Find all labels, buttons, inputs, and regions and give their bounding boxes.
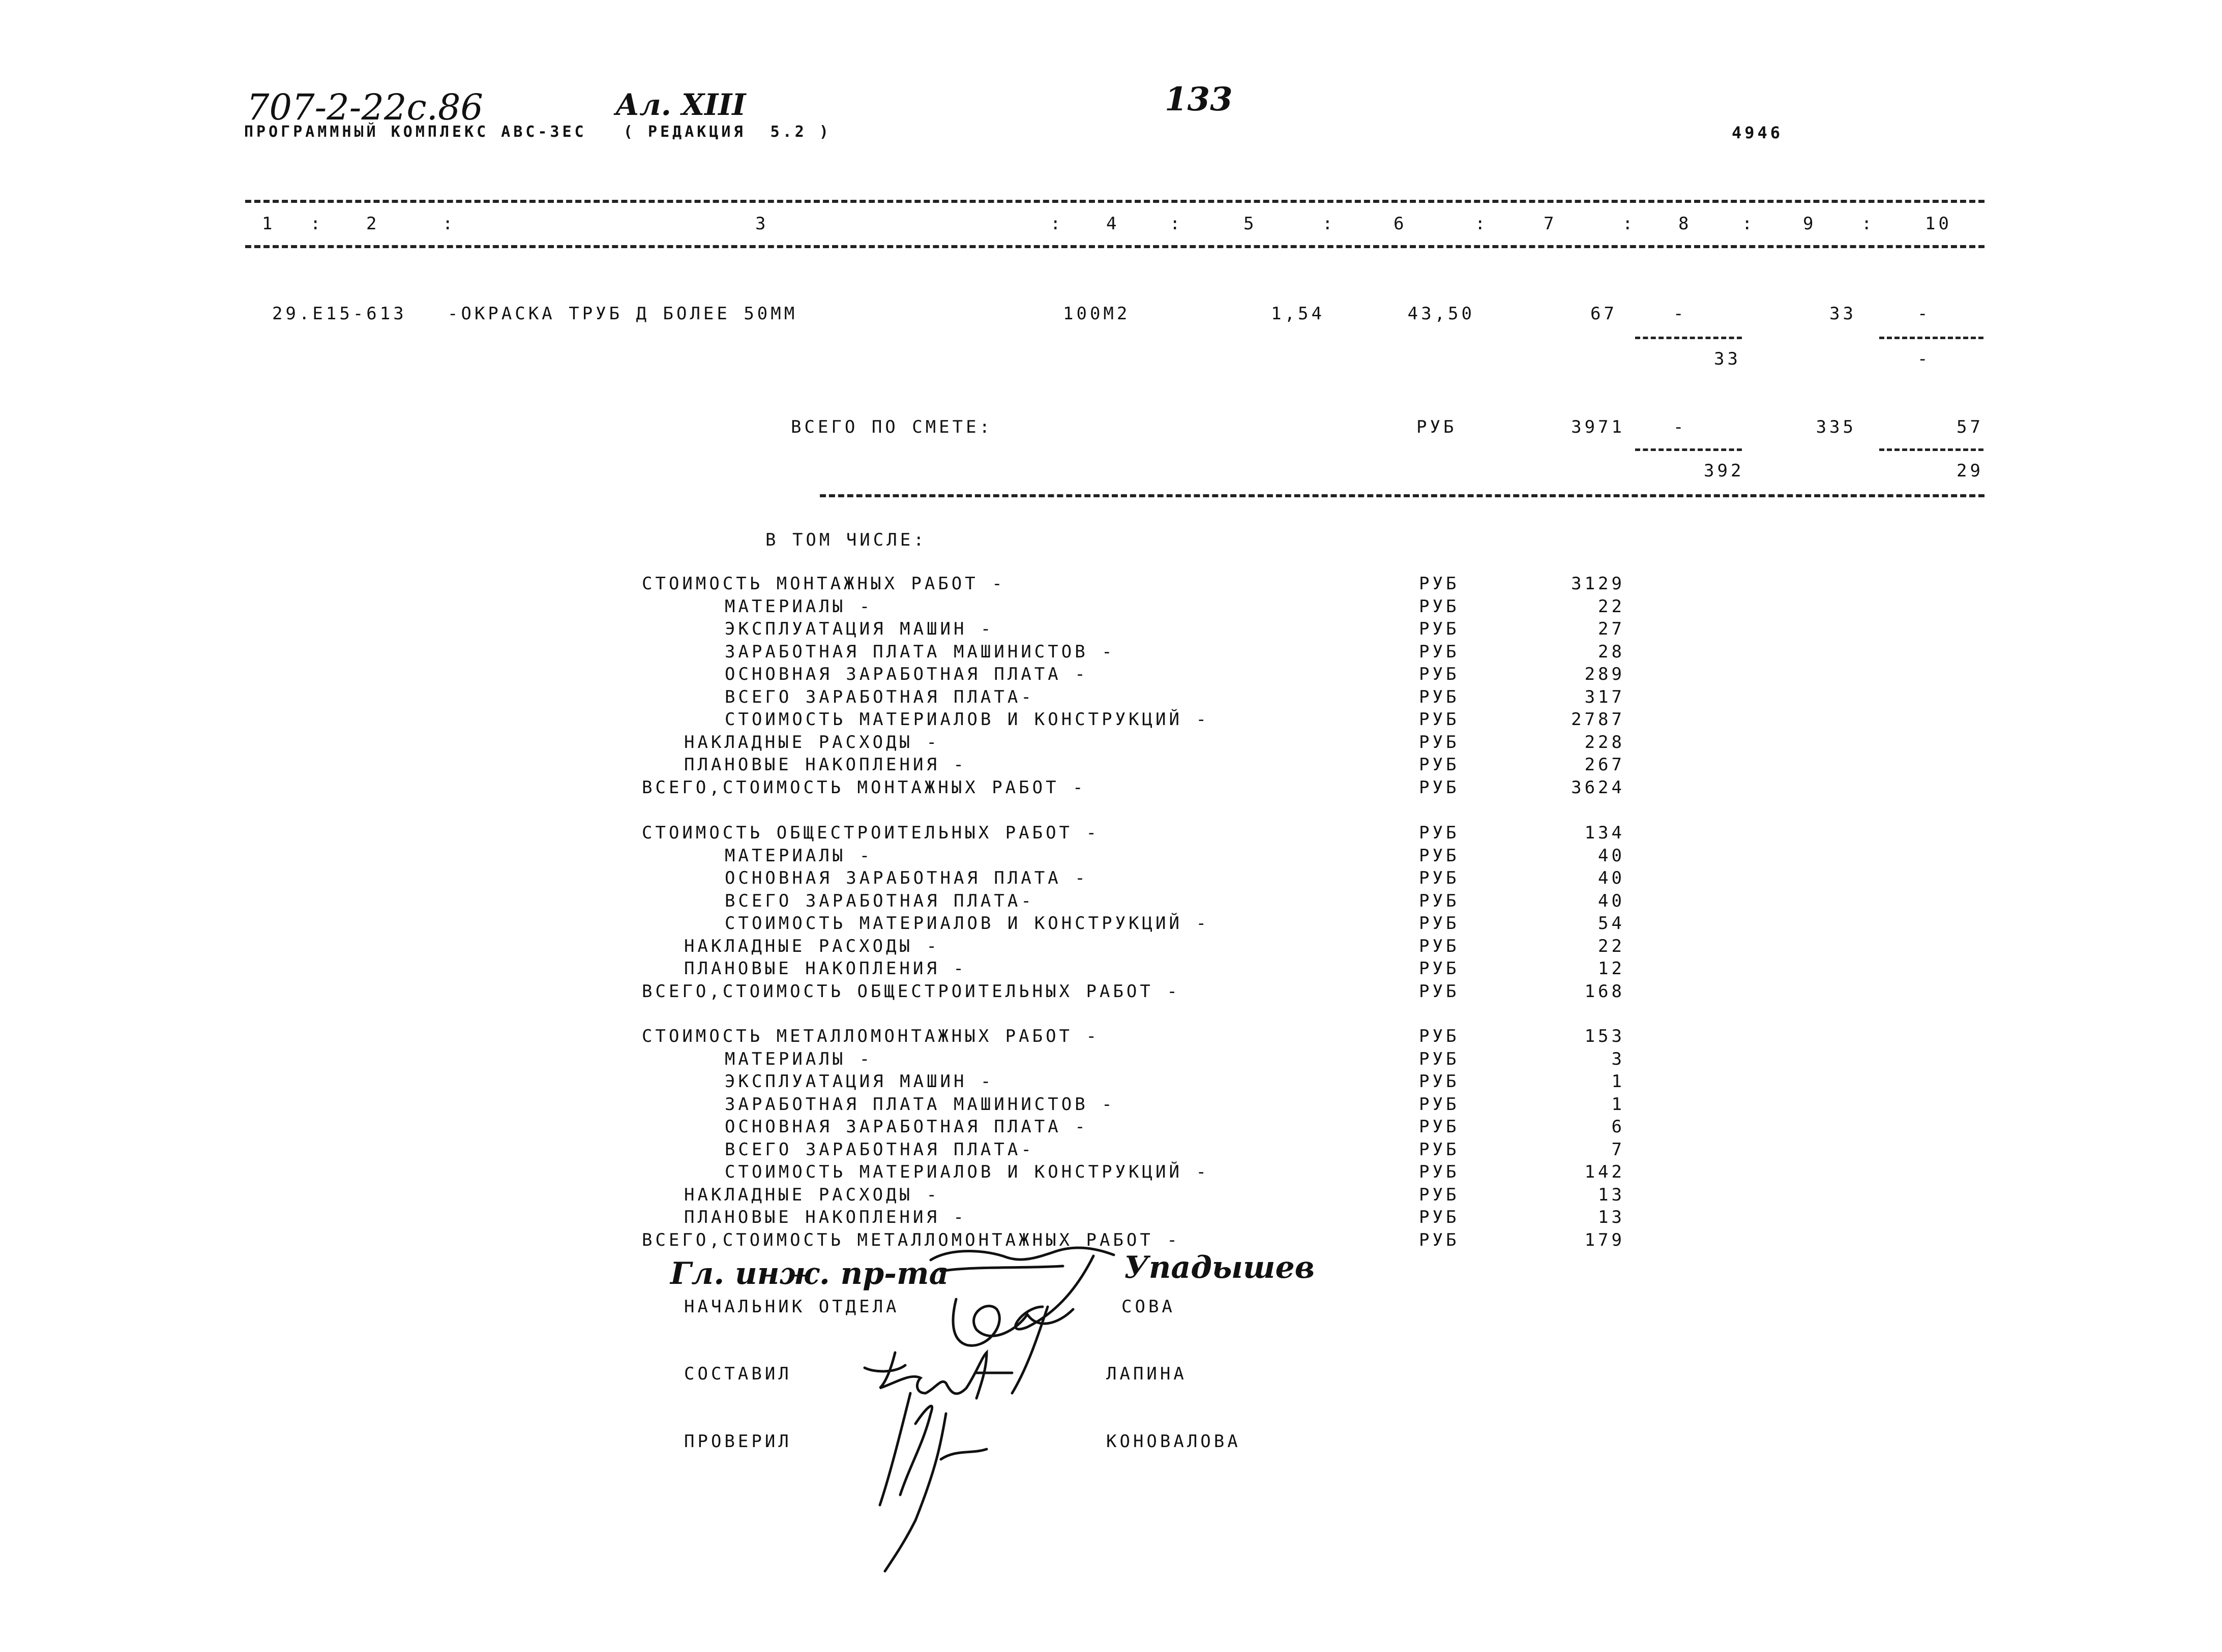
total-label: ВСЕГО ПО СМЕТЕ: bbox=[791, 417, 993, 437]
breakdown-value: 142 bbox=[1584, 1162, 1625, 1182]
breakdown-value: 168 bbox=[1584, 981, 1625, 1002]
breakdown-unit: РУБ bbox=[1419, 664, 1460, 684]
entry-col8-sub: 33 bbox=[1714, 349, 1741, 369]
breakdown-label: НАКЛАДНЫЕ РАСХОДЫ - bbox=[684, 936, 940, 956]
breakdown-value: 228 bbox=[1584, 732, 1625, 753]
breakdown-label: СТОИМОСТЬ МОНТАЖНЫХ РАБОТ - bbox=[642, 574, 1005, 594]
breakdown-label: ВСЕГО ЗАРАБОТНАЯ ПЛАТА- bbox=[725, 890, 1034, 911]
breakdown-unit: РУБ bbox=[1419, 619, 1460, 639]
breakdown-label: ПЛАНОВЫЕ НАКОПЛЕНИЯ - bbox=[684, 755, 967, 775]
total-col7: 3971 bbox=[1571, 417, 1625, 437]
total-col8: - bbox=[1673, 417, 1687, 437]
breakdown-value: 1 bbox=[1611, 1094, 1625, 1115]
entry-col10: - bbox=[1917, 304, 1931, 324]
breakdown-label: МАТЕРИАЛЫ - bbox=[725, 596, 873, 617]
breakdown-label: ОСНОВНАЯ ЗАРАБОТНАЯ ПЛАТА - bbox=[725, 664, 1088, 684]
entry-name: -ОКРАСКА ТРУБ Д БОЛЕЕ 50ММ bbox=[448, 304, 798, 324]
breakdown-value: 3624 bbox=[1571, 777, 1625, 798]
breakdown-unit: РУБ bbox=[1419, 1071, 1460, 1092]
breakdown-unit: РУБ bbox=[1419, 1026, 1460, 1046]
breakdown-unit: РУБ bbox=[1419, 1094, 1460, 1115]
breakdown-label: МАТЕРИАЛЫ - bbox=[725, 1048, 873, 1069]
breakdown-label: СТОИМОСТЬ МЕТАЛЛОМОНТАЖНЫХ РАБОТ - bbox=[642, 1026, 1100, 1046]
checked-by-name: КОНОВАЛОВА bbox=[1106, 1431, 1241, 1452]
entry-unit: 100М2 bbox=[1063, 304, 1131, 324]
breakdown-unit: РУБ bbox=[1419, 686, 1460, 707]
breakdown-value: 13 bbox=[1598, 1184, 1625, 1205]
breakdown-label: СТОИМОСТЬ МАТЕРИАЛОВ И КОНСТРУКЦИЙ - bbox=[725, 913, 1209, 934]
column-separator: : bbox=[1170, 214, 1183, 234]
entry-col8: - bbox=[1673, 304, 1687, 324]
breakdown-label: ЭКСПЛУАТАЦИЯ МАШИН - bbox=[725, 619, 994, 639]
breakdown-unit: РУБ bbox=[1419, 958, 1460, 979]
breakdown-value: 289 bbox=[1584, 664, 1625, 684]
entry-col9: 33 bbox=[1829, 304, 1856, 324]
handwritten-page-number: 133 bbox=[1165, 80, 1233, 118]
breakdown-unit: РУБ bbox=[1419, 641, 1460, 662]
breakdown-value: 13 bbox=[1598, 1207, 1625, 1227]
breakdown-unit: РУБ bbox=[1419, 1117, 1460, 1137]
breakdown-label: ВСЕГО ЗАРАБОТНАЯ ПЛАТА- bbox=[725, 1139, 1034, 1160]
breakdown-unit: РУБ bbox=[1419, 890, 1460, 911]
column-separator: : bbox=[1050, 214, 1064, 234]
breakdown-unit: РУБ bbox=[1419, 755, 1460, 775]
breakdown-label: ВСЕГО,СТОИМОСТЬ ОБЩЕСТРОИТЕЛЬНЫХ РАБОТ - bbox=[642, 981, 1180, 1002]
breakdown-label: ОСНОВНАЯ ЗАРАБОТНАЯ ПЛАТА - bbox=[725, 1117, 1088, 1137]
breakdown-unit: РУБ bbox=[1419, 1162, 1460, 1182]
breakdown-unit: РУБ bbox=[1419, 1048, 1460, 1069]
breakdown-unit: РУБ bbox=[1419, 823, 1460, 843]
column-header-5: 5 bbox=[1243, 214, 1257, 234]
breakdown-unit: РУБ bbox=[1419, 596, 1460, 617]
column-separator: : bbox=[1742, 214, 1756, 234]
breakdown-value: 12 bbox=[1598, 958, 1625, 979]
total-unit: РУБ bbox=[1416, 417, 1457, 437]
column-header-10: 10 bbox=[1925, 214, 1952, 234]
total-col10-sub: 29 bbox=[1957, 461, 1983, 481]
breakdown-unit: РУБ bbox=[1419, 574, 1460, 594]
breakdown-value: 317 bbox=[1584, 686, 1625, 707]
breakdown-label: НАКЛАДНЫЕ РАСХОДЫ - bbox=[684, 732, 940, 753]
total-col9: 335 bbox=[1816, 417, 1856, 437]
total-col8-sub: 392 bbox=[1704, 461, 1744, 481]
breakdown-unit: РУБ bbox=[1419, 1139, 1460, 1160]
breakdown-value: 3 bbox=[1611, 1048, 1625, 1069]
entry-col7: 67 bbox=[1590, 304, 1617, 324]
column-separator: : bbox=[1622, 214, 1636, 234]
breakdown-unit: РУБ bbox=[1419, 1207, 1460, 1227]
entry-price: 43,50 bbox=[1407, 304, 1475, 324]
breakdown-value: 27 bbox=[1598, 619, 1625, 639]
breakdown-unit: РУБ bbox=[1419, 732, 1460, 753]
breakdown-value: 28 bbox=[1598, 641, 1625, 662]
column-header-1: 1 bbox=[262, 214, 276, 234]
breakdown-value: 153 bbox=[1584, 1026, 1625, 1046]
breakdown-value: 2787 bbox=[1571, 709, 1625, 730]
column-header-8: 8 bbox=[1678, 214, 1692, 234]
chief-engineer-name: Упадышев bbox=[1124, 1250, 1315, 1285]
breakdown-label: ЗАРАБОТНАЯ ПЛАТА МАШИНИСТОВ - bbox=[725, 1094, 1115, 1115]
compiled-by-name: ЛАПИНА bbox=[1106, 1364, 1187, 1384]
breakdown-value: 1 bbox=[1611, 1071, 1625, 1092]
breakdown-value: 40 bbox=[1598, 890, 1625, 911]
chief-engineer-title: Гл. инж. пр-та bbox=[670, 1256, 949, 1291]
breakdown-label: СТОИМОСТЬ МАТЕРИАЛОВ И КОНСТРУКЦИЙ - bbox=[725, 1162, 1209, 1182]
breakdown-value: 54 bbox=[1598, 913, 1625, 934]
breakdown-label: ВСЕГО,СТОИМОСТЬ МОНТАЖНЫХ РАБОТ - bbox=[642, 777, 1086, 798]
checked-by-title: ПРОВЕРИЛ bbox=[684, 1431, 792, 1452]
breakdown-unit: РУБ bbox=[1419, 777, 1460, 798]
breakdown-unit: РУБ bbox=[1419, 936, 1460, 956]
doc-number: 4946 bbox=[1732, 123, 1784, 142]
breakdown-value: 3129 bbox=[1571, 574, 1625, 594]
column-header-2: 2 bbox=[366, 214, 380, 234]
column-separator: : bbox=[1861, 214, 1875, 234]
column-separator: : bbox=[442, 214, 456, 234]
column-header-7: 7 bbox=[1544, 214, 1557, 234]
column-header-4: 4 bbox=[1106, 214, 1120, 234]
breakdown-unit: РУБ bbox=[1419, 981, 1460, 1002]
column-header-9: 9 bbox=[1803, 214, 1817, 234]
entry-code: 29.Е15-613 bbox=[272, 304, 407, 324]
breakdown-label: ПЛАНОВЫЕ НАКОПЛЕНИЯ - bbox=[684, 1207, 967, 1227]
breakdown-label: ВСЕГО ЗАРАБОТНАЯ ПЛАТА- bbox=[725, 686, 1034, 707]
breakdown-unit: РУБ bbox=[1419, 709, 1460, 730]
handwritten-album: Ал. XIII bbox=[615, 87, 746, 122]
breakdown-label: ВСЕГО,СТОИМОСТЬ МЕТАЛЛОМОНТАЖНЫХ РАБОТ - bbox=[642, 1229, 1180, 1250]
breakdown-value: 7 bbox=[1611, 1139, 1625, 1160]
breakdown-unit: РУБ bbox=[1419, 1184, 1460, 1205]
breakdown-value: 40 bbox=[1598, 845, 1625, 866]
handwritten-code: 707-2-22с.86 bbox=[247, 86, 484, 128]
breakdown-value: 22 bbox=[1598, 596, 1625, 617]
dept-head-title: НАЧАЛЬНИК ОТДЕЛА bbox=[684, 1297, 900, 1317]
column-separator: : bbox=[1475, 214, 1489, 234]
column-separator: : bbox=[310, 214, 324, 234]
column-header-3: 3 bbox=[755, 214, 769, 234]
breakdown-label: ПЛАНОВЫЕ НАКОПЛЕНИЯ - bbox=[684, 958, 967, 979]
breakdown-label: ОСНОВНАЯ ЗАРАБОТНАЯ ПЛАТА - bbox=[725, 868, 1088, 888]
breakdown-value: 179 bbox=[1584, 1229, 1625, 1250]
total-col10: 57 bbox=[1957, 417, 1983, 437]
breakdown-label: ЭКСПЛУАТАЦИЯ МАШИН - bbox=[725, 1071, 994, 1092]
compiled-by-title: СОСТАВИЛ bbox=[684, 1364, 792, 1384]
breakdown-value: 40 bbox=[1598, 868, 1625, 888]
column-header-6: 6 bbox=[1394, 214, 1407, 234]
column-separator: : bbox=[1322, 214, 1336, 234]
entry-col10-sub: - bbox=[1917, 349, 1931, 369]
breakdown-label: СТОИМОСТЬ ОБЩЕСТРОИТЕЛЬНЫХ РАБОТ - bbox=[642, 823, 1100, 843]
breakdown-unit: РУБ bbox=[1419, 868, 1460, 888]
breakdown-unit: РУБ bbox=[1419, 1229, 1460, 1250]
breakdown-value: 22 bbox=[1598, 936, 1625, 956]
breakdown-label: СТОИМОСТЬ МАТЕРИАЛОВ И КОНСТРУКЦИЙ - bbox=[725, 709, 1209, 730]
breakdown-value: 267 bbox=[1584, 755, 1625, 775]
including-label: В ТОМ ЧИСЛЕ: bbox=[765, 530, 927, 550]
breakdown-label: НАКЛАДНЫЕ РАСХОДЫ - bbox=[684, 1184, 940, 1205]
breakdown-unit: РУБ bbox=[1419, 845, 1460, 866]
entry-qty: 1,54 bbox=[1271, 304, 1325, 324]
program-header: ПРОГРАММНЫЙ КОМПЛЕКС АВС-3ЕС ( РЕДАКЦИЯ 5.2 ) bbox=[244, 123, 832, 141]
dept-head-name: СОВА bbox=[1121, 1297, 1175, 1317]
breakdown-unit: РУБ bbox=[1419, 913, 1460, 934]
breakdown-value: 134 bbox=[1584, 823, 1625, 843]
breakdown-label: МАТЕРИАЛЫ - bbox=[725, 845, 873, 866]
breakdown-label: ЗАРАБОТНАЯ ПЛАТА МАШИНИСТОВ - bbox=[725, 641, 1115, 662]
breakdown-value: 6 bbox=[1611, 1117, 1625, 1137]
